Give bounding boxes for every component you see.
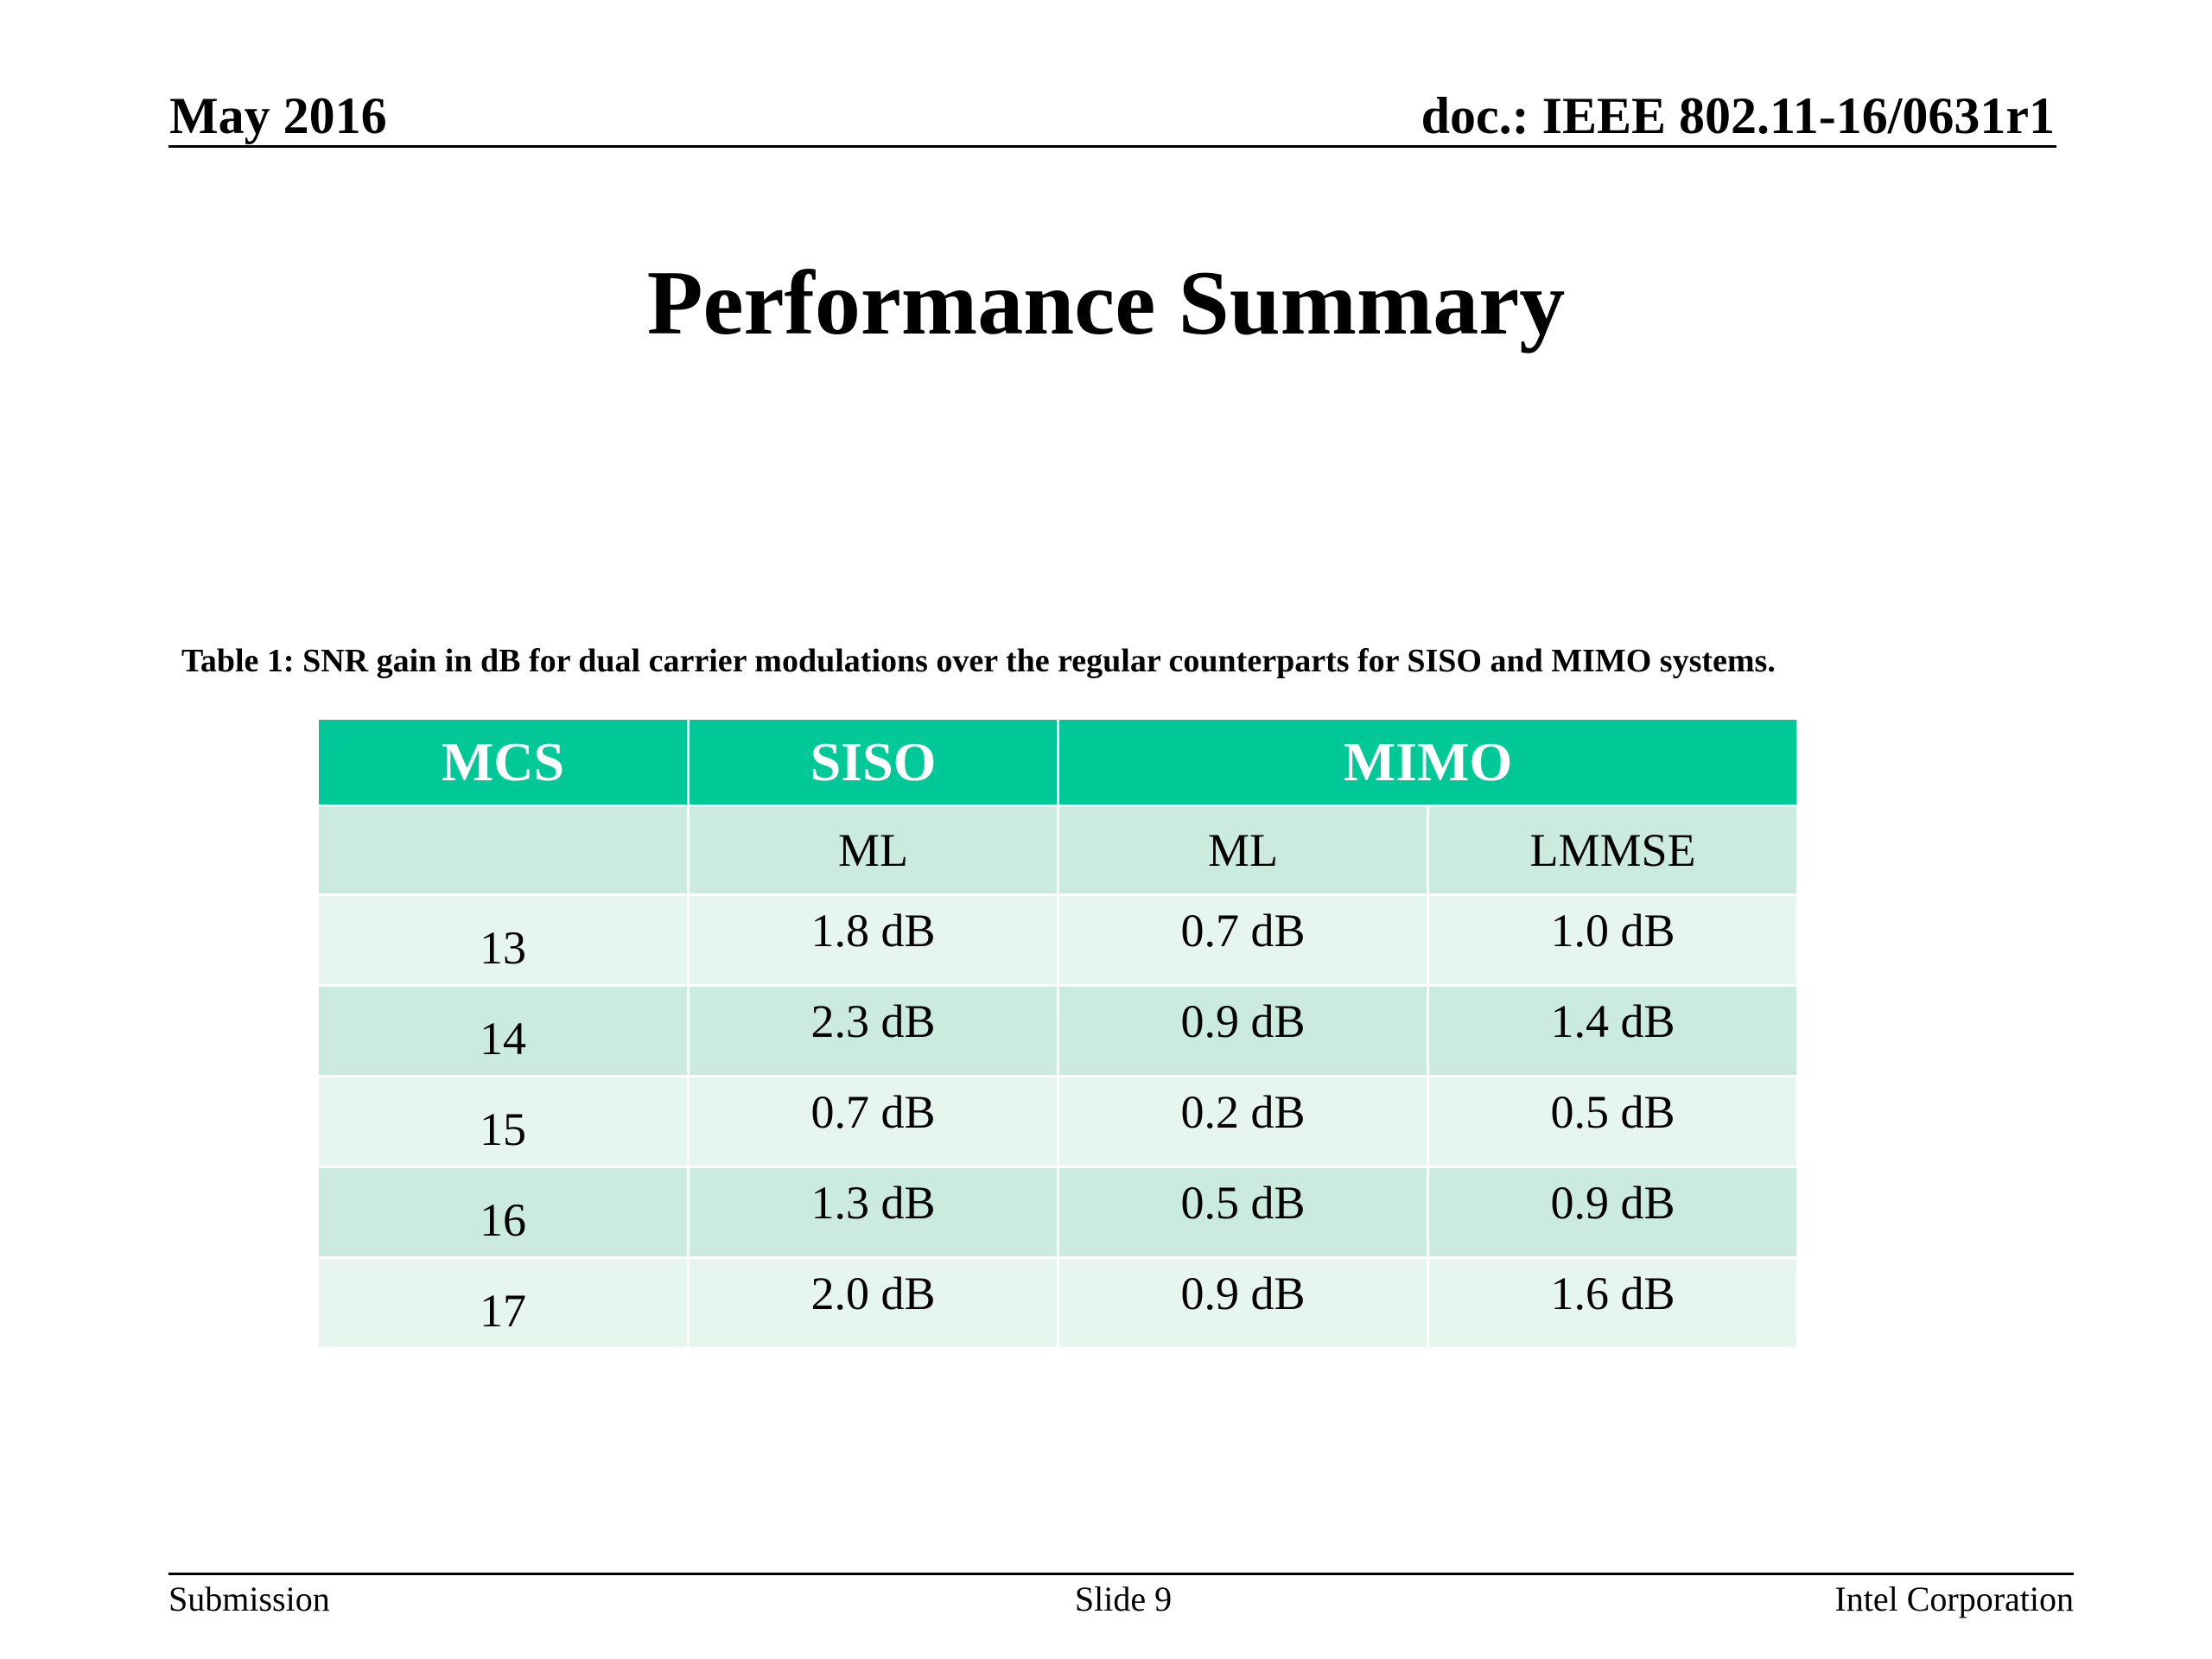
subheader-cell-mimo-lmmse: LMMSE — [1429, 807, 1796, 893]
cell-mcs: 13 — [319, 896, 687, 984]
cell-mimo-ml: 0.5 dB — [1059, 1168, 1427, 1256]
cell-siso-ml: 0.7 dB — [690, 1077, 1057, 1166]
table-row — [319, 987, 1796, 1075]
subheader-cell-mcs — [319, 807, 687, 893]
cell-mcs: 15 — [319, 1077, 687, 1166]
footer-divider — [168, 1573, 2074, 1575]
footer-slide-number: Slide 9 — [1074, 1580, 1173, 1618]
cell-mcs: 14 — [319, 987, 687, 1075]
table-row — [319, 1168, 1796, 1256]
cell-mimo-lmmse: 0.9 dB — [1429, 1168, 1796, 1256]
header-doc-id: doc.: IEEE 802.11-16/0631r1 — [1421, 87, 2055, 144]
cell-mimo-ml: 0.9 dB — [1059, 987, 1427, 1075]
header-divider — [168, 145, 2056, 148]
slide-title: Performance Summary — [646, 252, 1566, 353]
footer-company: Intel Corporation — [1834, 1580, 2074, 1618]
cell-mimo-lmmse: 1.6 dB — [1429, 1259, 1796, 1347]
table-row — [319, 896, 1796, 984]
cell-mcs: 17 — [319, 1259, 687, 1347]
table-subheader-row — [319, 807, 1796, 893]
subheader-cell-mimo-ml: ML — [1059, 807, 1427, 893]
cell-siso-ml: 1.3 dB — [690, 1168, 1057, 1256]
header-cell-mimo: MIMO — [1059, 720, 1796, 804]
header-cell-mcs: MCS — [319, 720, 687, 804]
cell-mimo-ml: 0.2 dB — [1059, 1077, 1427, 1166]
footer-submission: Submission — [168, 1580, 330, 1618]
cell-mimo-lmmse: 1.0 dB — [1429, 896, 1796, 984]
cell-siso-ml: 2.3 dB — [690, 987, 1057, 1075]
table-row — [319, 1077, 1796, 1166]
cell-mimo-lmmse: 0.5 dB — [1429, 1077, 1796, 1166]
cell-mcs: 16 — [319, 1168, 687, 1256]
subheader-cell-siso-ml: ML — [690, 807, 1057, 893]
table-caption: Table 1: SNR gain in dB for dual carrier modulations over the regular counterparts for SISO and MIMO systems. — [181, 643, 1776, 679]
table-row — [319, 1259, 1796, 1347]
cell-mimo-ml: 0.7 dB — [1059, 896, 1427, 984]
cell-mimo-lmmse: 1.4 dB — [1429, 987, 1796, 1075]
header-cell-siso: SISO — [690, 720, 1057, 804]
cell-mimo-ml: 0.9 dB — [1059, 1259, 1427, 1347]
cell-siso-ml: 1.8 dB — [690, 896, 1057, 984]
cell-siso-ml: 2.0 dB — [690, 1259, 1057, 1347]
table-header-row — [319, 720, 1796, 804]
header-date: May 2016 — [169, 87, 387, 144]
snr-gain-table — [316, 717, 1799, 1350]
